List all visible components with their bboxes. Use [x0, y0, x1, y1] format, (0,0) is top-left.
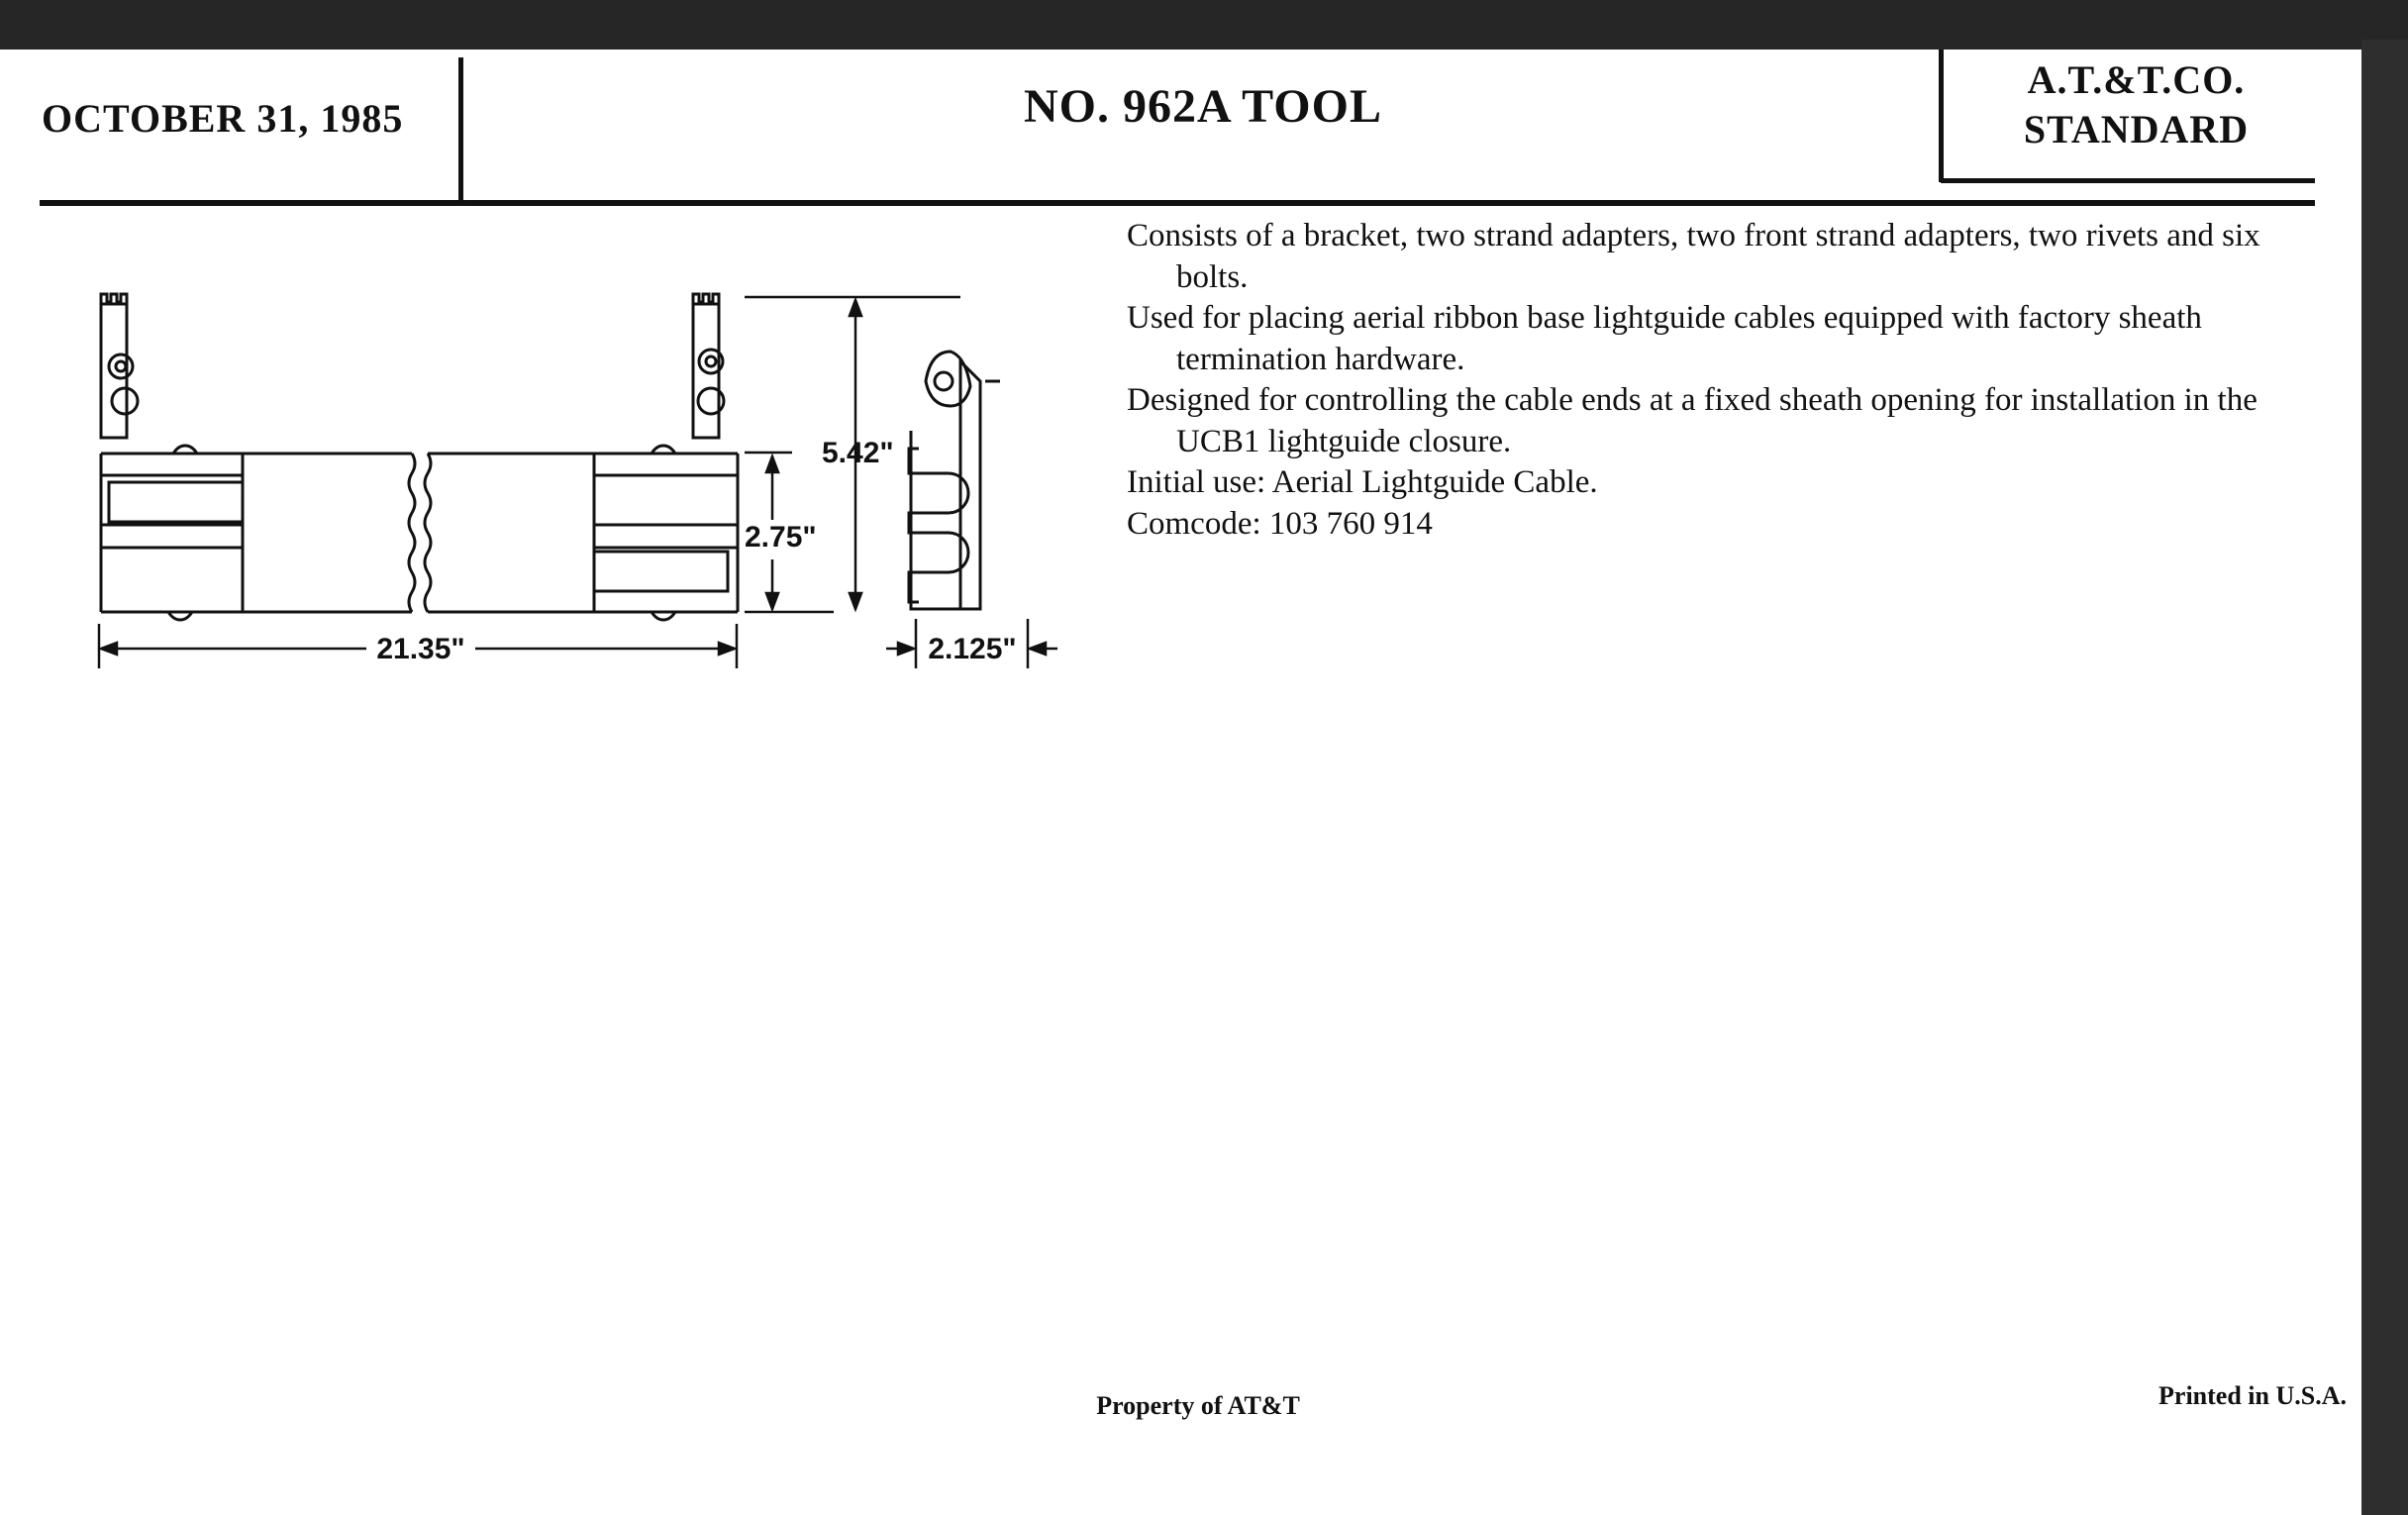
header-rule-right — [1941, 178, 2315, 183]
property-notice: Property of AT&T — [1096, 1391, 1300, 1420]
printed-notice: Printed in U.S.A. — [2158, 1381, 2347, 1410]
bracket-front-view — [101, 294, 738, 620]
description-line: Comcode: 103 760 914 — [1127, 505, 1433, 542]
issue-date: OCTOBER 31, 1985 — [42, 96, 404, 141]
standard-line-2: STANDARD — [2023, 107, 2250, 152]
page-title: NO. 962A TOOL — [1024, 80, 1382, 133]
description-line: Designed for controlling the cable ends at a fixed sheath opening for installation in the UCB1 lightguide closure. — [1127, 382, 2258, 459]
dim-height-label: 5.42" — [822, 437, 894, 469]
scan-border-right — [2361, 40, 2408, 1515]
header-divider-right — [1939, 50, 1944, 182]
dim-length-label: 21.35" — [376, 633, 465, 665]
header-rule — [40, 200, 2315, 206]
description-line: Initial use: Aerial Lightguide Cable. — [1127, 464, 1598, 500]
standard-line-1: A.T.&T.CO. — [2027, 57, 2246, 102]
description-line: Consists of a bracket, two strand adapters, two front strand adapters, two rivets and six bolts. — [1127, 218, 2260, 295]
tool-drawing — [79, 233, 1079, 688]
spec-card — [0, 50, 2361, 1515]
standard-label — [1946, 55, 2327, 154]
description — [1127, 216, 2295, 545]
bracket-side-view — [909, 352, 1000, 609]
scan-border-top — [0, 0, 2408, 51]
dim-width-label: 2.125" — [928, 633, 1017, 665]
header-divider-left — [458, 57, 463, 200]
description-line: Used for placing aerial ribbon base lightguide cables equipped with factory sheath termination hardware. — [1127, 300, 2202, 377]
dim-inner-height-label: 2.75" — [745, 521, 817, 554]
